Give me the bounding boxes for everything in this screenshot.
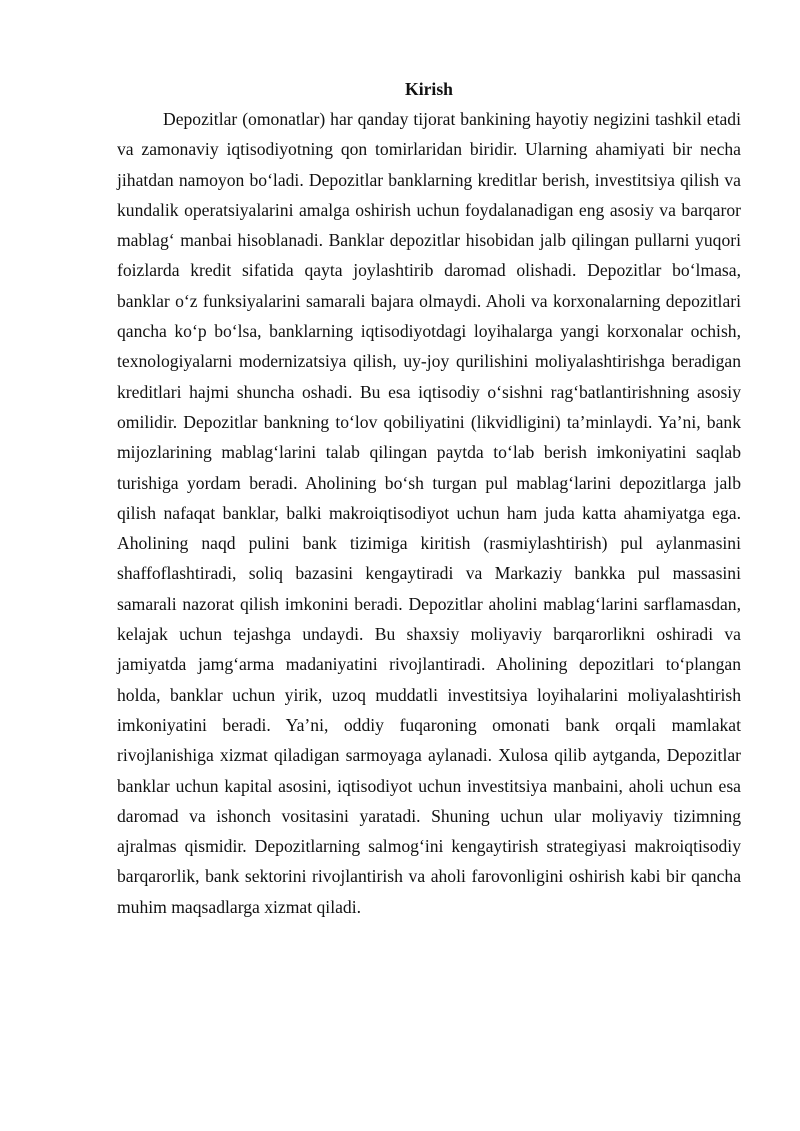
body-paragraph: Depozitlar (omonatlar) har qanday tijorat bankining hayotiy negizini tashkil etadi va zamonaviy iqtisodiyotning qon tomirlaridan biridir. Ularning ahamiyati bir necha jihatdan namoyon bo‘ladi. Depozitlar banklarning kreditlar berish, investitsiya qilish va kundalik operatsiyalarini amalga oshirish uchun foydalanadigan eng asosiy va barqaror mablag‘ manbai hisoblanadi. Banklar depozitlar hisobidan jalb qilingan pullarni yuqori foizlarda kredit sifatida qayta joylashtirib daromad olishadi. Depozitlar bo‘lmasa, banklar o‘z funksiyalarini samarali bajara olmaydi. Aholi va korxonalarning depozitlari qancha ko‘p bo‘lsa, banklarning iqtisodiyotdagi loyihalarga yangi korxonalar ochish, texnologiyalarni modernizatsiya qilish, uy-joy qurilishini moliyalashtirishga beradigan kreditlari hajmi shuncha oshadi. Bu esa iqtisodiy o‘sishni rag‘batlantirishning asosiy omilidir. Depozitlar bankning to‘lov qobiliyatini (likvidligini) ta’minlaydi. Ya’ni, bank mijozlarining mablag‘larini talab qilingan paytda to‘lab berish imkoniyatini saqlab turishiga yordam beradi. Aholining bo‘sh turgan pul mablag‘larini depozitlarga jalb qilish nafaqat banklar, balki makroiqtisodiyot uchun ham juda katta ahamiyatga ega. Aholining naqd pulini bank tizimiga kiritish (rasmiylashtirish) pul aylanmasini shaffoflashtiradi, soliq bazasini kengaytiradi va Markaziy bankka pul massasini samarali nazorat qilish imkonini beradi. Depozitlar aholini mablag‘larini sarflamasdan, kelajak uchun tejashga undaydi. Bu shaxsiy moliyaviy barqarorlikni oshiradi va jamiyatda jamg‘arma madaniyatini rivojlantiradi. Aholining depozitlari to‘plangan holda, banklar uchun yirik, uzoq muddatli investitsiya loyihalarini moliyalashtirish imkoniyatini beradi. Ya’ni, oddiy fuqaroning omonati bank orqali mamlakat rivojlanishiga xizmat qiladigan sarmoyaga aylanadi. Xulosa qilib aytganda, Depozitlar banklar uchun kapital asosini, iqtisodiyot uchun investitsiya manbaini, aholi uchun esa daromad va ishonch vositasini yaratadi. Shuning uchun ular moliyaviy tizimning ajralmas qismidir. Depozitlarning salmog‘ini kengaytirish strategiyasi makroiqtisodiy barqarorlik, bank sektorini rivojlantirish va aholi farovonligini oshirish kabi bir qancha muhim maqsadlarga xizmat qiladi. [117,109,741,917]
document-content [117,74,741,922]
page-title: Kirish [405,79,453,99]
